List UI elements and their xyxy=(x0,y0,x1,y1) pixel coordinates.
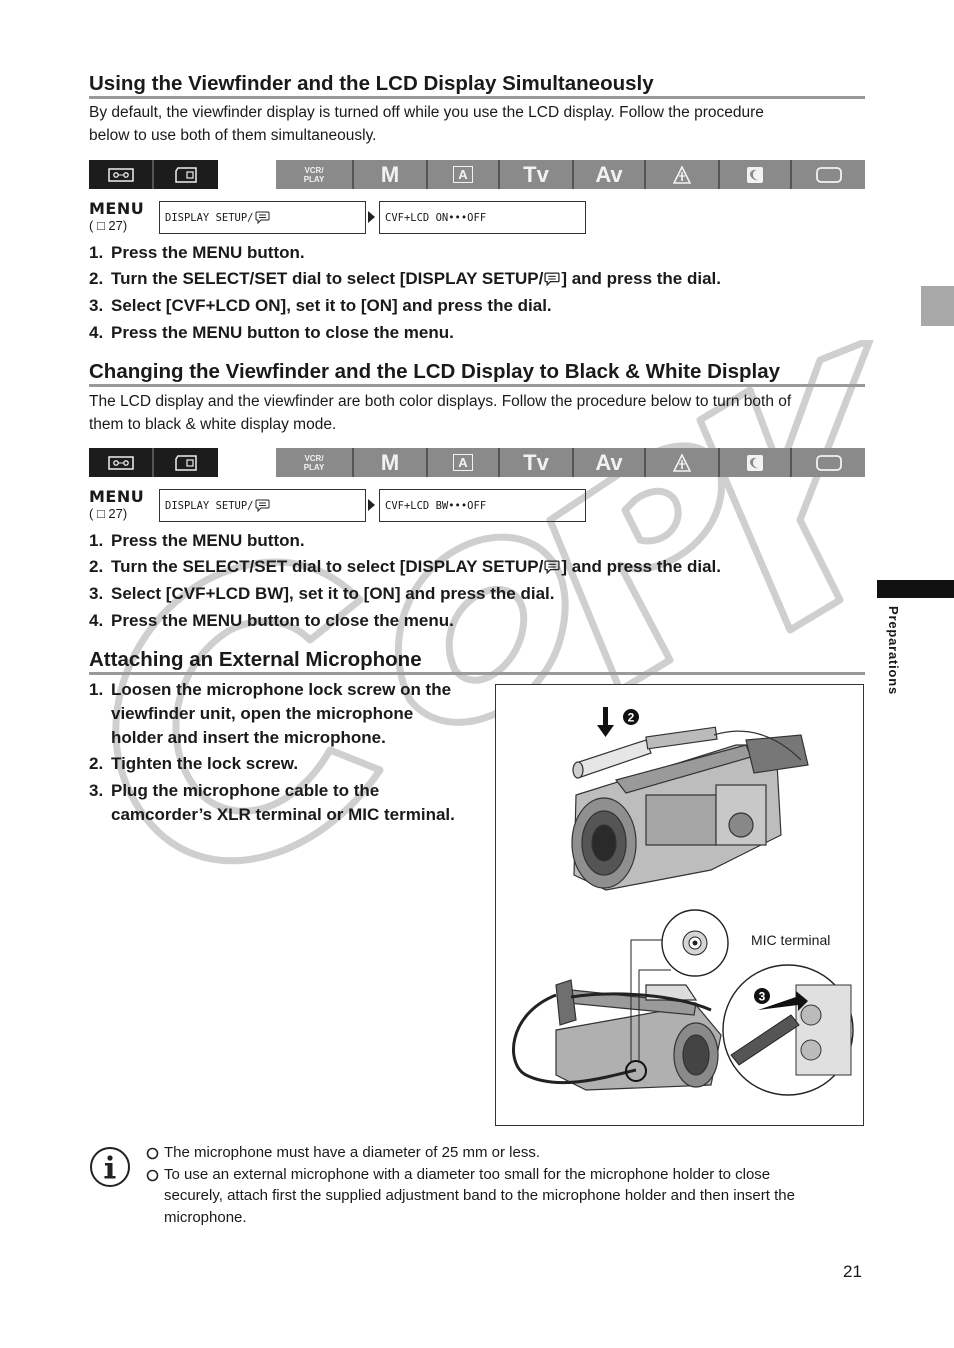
insert-arrow-icon xyxy=(597,707,614,737)
play-label: PLAY xyxy=(303,462,325,472)
menu-display-setup-box xyxy=(159,489,366,522)
section-heading-simultaneous: Using the Viewfinder and the LCD Display Simultaneously xyxy=(89,72,865,99)
step-number: 1. xyxy=(89,680,104,699)
menu-display-setup-box xyxy=(159,201,366,234)
menu-label: MENU xyxy=(89,199,145,218)
vcr-label: VCR/ xyxy=(304,453,324,463)
note-text: To use an external microphone with a diameter too small for the microphone holder to close xyxy=(164,1166,771,1183)
a-label: A xyxy=(453,166,472,183)
m-mode: M xyxy=(354,448,426,477)
step-number: 3. xyxy=(89,781,104,800)
bullet-icon xyxy=(146,1147,159,1165)
step-number: 2. xyxy=(89,269,104,288)
section-intro xyxy=(89,101,865,147)
menu-page-ref: ( □ 27) xyxy=(89,506,128,521)
step-number: 1. xyxy=(89,531,104,550)
step-text-a: Turn the SELECT/SET dial to select [DISPLAY SETUP/ xyxy=(111,557,544,576)
display-setup-icon xyxy=(544,560,560,574)
info-icon xyxy=(89,1146,131,1193)
tape-icon xyxy=(89,448,152,477)
menu-page-ref: ( □ 27) xyxy=(89,218,128,233)
mode-bar xyxy=(89,160,865,189)
menu-cvf-lcd-box: CVF+LCD BW•••OFF xyxy=(379,489,586,522)
step-text: Select [CVF+LCD BW], set it to [ON] and press the dial. xyxy=(111,584,555,603)
step-number: 3. xyxy=(89,296,104,315)
step-text-b: ] and press the dial. xyxy=(561,557,721,576)
intro-line: The LCD display and the viewfinder are both color displays. Follow the procedure below to turn both of xyxy=(89,393,792,410)
night-icon xyxy=(720,448,790,477)
microphone-figure xyxy=(495,684,864,1126)
intro-line: By default, the viewfinder display is turned off while you use the LCD display. Follow the procedure xyxy=(89,104,764,121)
step-number: 4. xyxy=(89,323,104,342)
svg-text:3: 3 xyxy=(758,989,766,1004)
camcorder-illustration xyxy=(496,685,863,1125)
spotlight-icon xyxy=(646,160,718,189)
vcr-play-mode xyxy=(276,448,352,477)
step-text: Select [CVF+LCD ON], set it to [ON] and press the dial. xyxy=(111,296,552,315)
tv-mode: Tv xyxy=(500,160,572,189)
step-text: camcorder’s XLR terminal or MIC terminal. xyxy=(111,805,455,824)
note-text: securely, attach first the supplied adjustment band to the microphone holder and then insert the xyxy=(164,1187,795,1204)
display-setup-icon xyxy=(544,272,560,286)
step-number: 2. xyxy=(89,557,104,576)
step-text: Plug the microphone cable to the xyxy=(111,781,380,800)
step-number: 3. xyxy=(89,584,104,603)
auto-icon xyxy=(792,448,865,477)
a-mode xyxy=(428,448,498,477)
play-label: PLAY xyxy=(303,174,325,184)
auto-icon xyxy=(792,160,865,189)
av-mode: Av xyxy=(574,448,644,477)
side-tab-label: Preparations xyxy=(886,606,901,696)
step-text: Tighten the lock screw. xyxy=(111,754,299,773)
intro-line: below to use both of them simultaneously. xyxy=(89,127,377,144)
note-text: The microphone must have a diameter of 25 mm or less. xyxy=(164,1144,540,1161)
vcr-play-mode xyxy=(276,160,352,189)
menu-arrow-icon xyxy=(368,499,375,511)
card-icon xyxy=(154,160,218,189)
vcr-label: VCR/ xyxy=(304,165,324,175)
card-icon xyxy=(154,448,218,477)
step-text-b: ] and press the dial. xyxy=(561,269,721,288)
callout-3-badge xyxy=(754,988,770,1004)
a-mode xyxy=(428,160,498,189)
step-number: 1. xyxy=(89,243,104,262)
side-tab-gray xyxy=(921,286,954,326)
m-mode: M xyxy=(354,160,426,189)
av-mode: Av xyxy=(574,160,644,189)
display-setup-icon xyxy=(255,211,270,224)
tv-mode: Tv xyxy=(500,448,572,477)
night-icon xyxy=(720,160,790,189)
step-text: Press the MENU button to close the menu. xyxy=(111,323,454,342)
section-heading-external-mic: Attaching an External Microphone xyxy=(89,648,865,675)
tape-icon xyxy=(89,160,152,189)
mode-bar xyxy=(89,448,865,477)
menu-label: MENU xyxy=(89,487,145,506)
side-tab-black xyxy=(877,580,954,598)
display-setup-icon xyxy=(255,499,270,512)
menu-cvf-lcd-box: CVF+LCD ON•••OFF xyxy=(379,201,586,234)
step-text: holder and insert the microphone. xyxy=(111,728,386,747)
step-text: Press the MENU button. xyxy=(111,531,305,550)
mic-terminal-label: MIC terminal xyxy=(751,932,831,948)
step-text: Loosen the microphone lock screw on the xyxy=(111,680,452,699)
step-text-a: Turn the SELECT/SET dial to select [DISPLAY SETUP/ xyxy=(111,269,544,288)
intro-line: them to black & white display mode. xyxy=(89,416,337,433)
menu-box1-text: DISPLAY SETUP/ xyxy=(165,499,254,512)
menu-arrow-icon xyxy=(368,211,375,223)
step-number: 2. xyxy=(89,754,104,773)
spotlight-icon xyxy=(646,448,718,477)
page-number: 21 xyxy=(843,1262,862,1281)
step-text xyxy=(111,555,721,580)
step-text: Press the MENU button to close the menu. xyxy=(111,611,454,630)
section-heading-black-white: Changing the Viewfinder and the LCD Display to Black & White Display xyxy=(89,360,865,387)
a-label: A xyxy=(453,454,472,471)
step-text: viewfinder unit, open the microphone xyxy=(111,704,414,723)
menu-box1-text: DISPLAY SETUP/ xyxy=(165,211,254,224)
step-text: Press the MENU button. xyxy=(111,243,305,262)
step-number: 4. xyxy=(89,611,104,630)
note-text: microphone. xyxy=(164,1209,247,1226)
svg-text:2: 2 xyxy=(627,710,635,725)
mic-terminal-detail xyxy=(662,910,728,976)
callout-2-badge xyxy=(623,709,639,725)
section-intro xyxy=(89,390,865,436)
xlr-terminal-detail xyxy=(723,965,853,1095)
bullet-icon xyxy=(146,1169,159,1187)
step-text xyxy=(111,267,721,292)
